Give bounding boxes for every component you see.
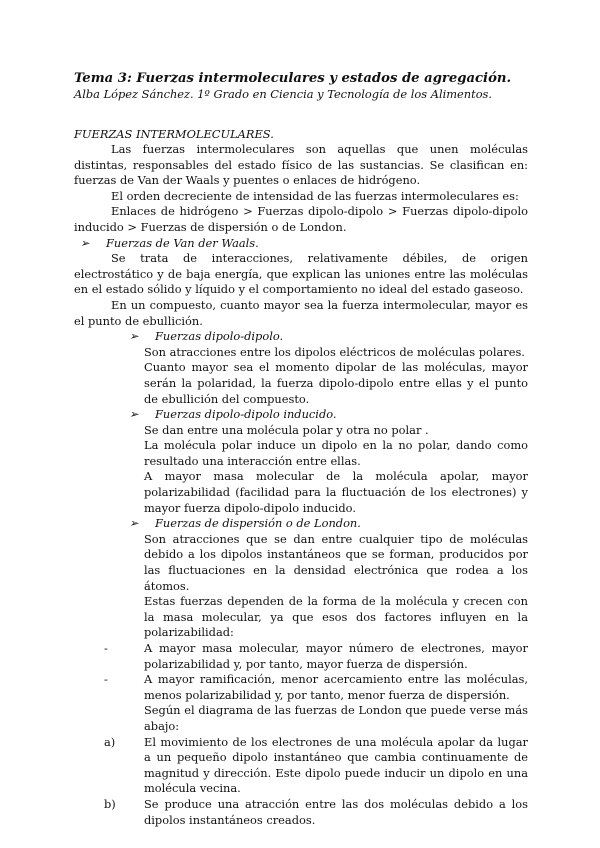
list-item-text: A mayor ramificación, menor acercamiento entre las moléculas, menos polarizabilidad y, por tanto, menor fuerza de dispersión. <box>144 672 528 702</box>
bullet-label: Fuerzas de dispersión o de London. <box>155 516 361 531</box>
arrow-bullet-icon: ➢ <box>80 235 90 250</box>
dash-list <box>74 641 528 703</box>
list-marker: b) <box>104 796 116 811</box>
paragraph-order: El orden decreciente de intensidad de las fuerzas intermoleculares es: <box>111 188 519 203</box>
bullet-label: Fuerzas dipolo-dipolo inducido. <box>155 407 337 422</box>
paragraph-vdw: Se trata de interacciones, relativamente débiles, de origen electrostático y de baja energía, que explican las uniones entre las moléculas en el estado sólido y líquido y el comportamiento no ideal del estado gaseoso. <box>74 251 528 297</box>
list-item <box>74 641 528 672</box>
author-line: Alba López Sánchez. 1º Grado en Ciencia y Tecnología de los Alimentos. <box>74 87 493 101</box>
paragraph-dd-1: Son atracciones entre los dipolos eléctricos de moléculas polares. <box>144 344 525 359</box>
list-item-text: El movimiento de los electrones de una molécula apolar da lugar a un pequeño dipolo instantáneo que cambia continuamente de magnitud y dirección. Este dipolo puede inducir un dipolo en una molécula vecina. <box>144 734 528 796</box>
arrow-bullet-icon: ➢ <box>129 407 139 422</box>
bullet-london <box>74 516 528 532</box>
list-marker: a) <box>104 734 116 749</box>
list-item-text: Se produce una atracción entre las dos moléculas debido a los dipolos instantáneos creados. <box>144 796 528 827</box>
letter-list <box>74 735 528 829</box>
arrow-bullet-icon: ➢ <box>129 329 139 344</box>
bullet-label: Fuerzas de Van der Waals. <box>106 235 259 250</box>
paragraph-order-list: Enlaces de hidrógeno > Fuerzas dipolo-dipolo > Fuerzas dipolo-dipolo inducido > Fuerzas de dispersión o de London. <box>74 204 528 234</box>
paragraph-london-2: Estas fuerzas dependen de la forma de la molécula y crecen con la masa molecular, ya que esos dos factores influyen en la polarizabilidad: <box>144 594 528 640</box>
list-marker: - <box>104 672 108 687</box>
bullet-van-der-waals <box>74 236 528 252</box>
document-title: Tema 3: Fuerzas intermoleculares y estados de agregación. <box>74 71 512 86</box>
arrow-bullet-icon: ➢ <box>129 516 139 531</box>
list-item <box>74 735 528 797</box>
bullet-label: Fuerzas dipolo-dipolo. <box>155 329 284 344</box>
bullet-dipolo-dipolo <box>74 329 528 345</box>
list-item-text: A mayor masa molecular, mayor número de electrones, mayor polarizabilidad y, por tanto, mayor fuerza de dispersión. <box>144 641 528 671</box>
paragraph-london-3: Según el diagrama de las fuerzas de London que puede verse más abajo: <box>144 703 528 733</box>
paragraph-ddi-3: A mayor masa molecular de la molécula apolar, mayor polarizabilidad (facilidad para la fluctuación de los electrones) y mayor fuerza dipolo-dipolo inducido. <box>144 469 528 515</box>
paragraph-ddi-2: La molécula polar induce un dipolo en la no polar, dando como resultado una interacción entre ellas. <box>144 438 528 468</box>
paragraph-london-1: Son atracciones que se dan entre cualquier tipo de moléculas debido a los dipolos instantáneos que se forman, producidos por las fluctuaciones en la densidad electrónica que rodea a los átomos. <box>144 531 528 593</box>
list-item <box>74 672 528 703</box>
paragraph-intro: Las fuerzas intermoleculares son aquellas que unen moléculas distintas, responsables del estado físico de las sustancias. Se clasifican en: fuerzas de Van der Waals y puentes o enlaces de hidrógeno. <box>74 142 528 188</box>
document-body <box>74 71 528 828</box>
paragraph-boiling: En un compuesto, cuanto mayor sea la fuerza intermolecular, mayor es el punto de ebullición. <box>74 297 528 328</box>
paragraph-ddi-1: Se dan entre una molécula polar y otra no polar . <box>144 422 429 437</box>
bullet-dipolo-inducido <box>74 407 528 423</box>
list-item <box>74 797 528 828</box>
paragraph-dd-2: Cuanto mayor sea el momento dipolar de las moléculas, mayor serán la polaridad, la fuerza dipolo-dipolo entre ellas y el punto de ebullición del compuesto. <box>144 360 528 406</box>
list-marker: - <box>104 641 108 655</box>
section-heading: FUERZAS INTERMOLECULARES. <box>74 127 274 141</box>
